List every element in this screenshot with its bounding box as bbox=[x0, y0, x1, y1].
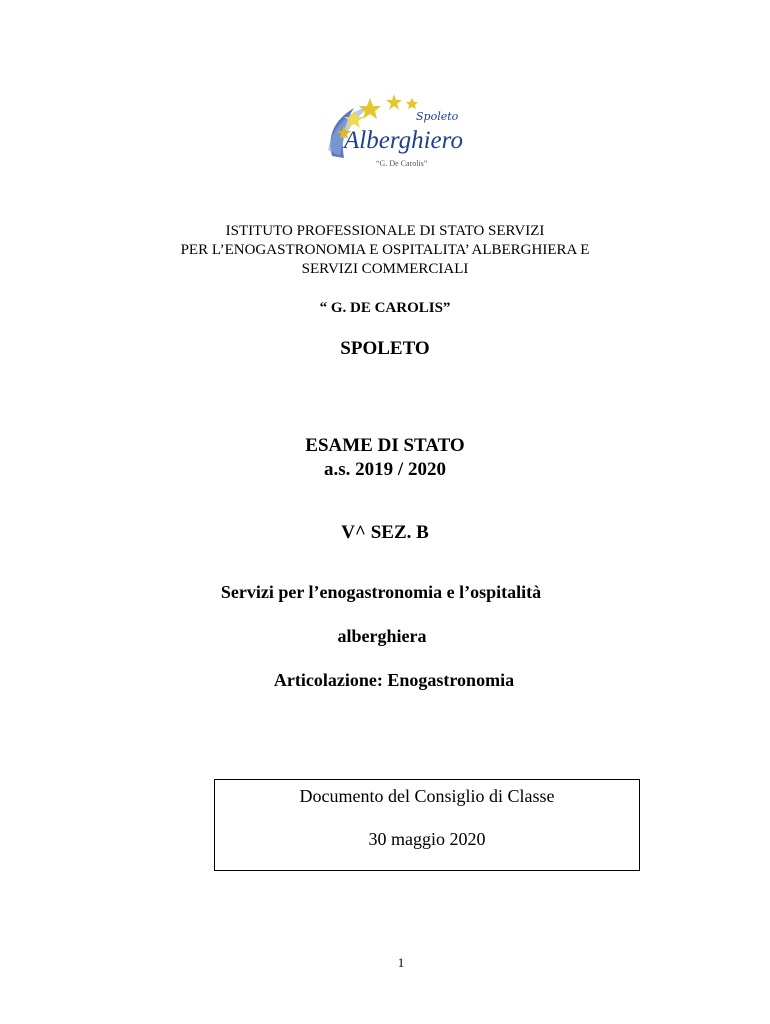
exam-year: a.s. 2019 / 2020 bbox=[324, 459, 446, 480]
star-icon bbox=[406, 98, 418, 109]
logo-dedication: “G. De Carolis” bbox=[376, 159, 428, 168]
institute-line-1: ISTITUTO PROFESSIONALE DI STATO SERVIZI bbox=[225, 223, 545, 239]
school-logo bbox=[314, 86, 486, 172]
course-name-line-1: Servizi per l’enogastronomia e l’ospitalità bbox=[220, 582, 542, 602]
document-title: Documento del Consiglio di Classe bbox=[299, 786, 555, 806]
institute-line-3: SERVIZI COMMERCIALI bbox=[301, 261, 469, 277]
document-date: 30 maggio 2020 bbox=[368, 829, 486, 849]
exam-title: ESAME DI STATO bbox=[305, 435, 465, 456]
institute-dedication: “ G. DE CAROLIS” bbox=[319, 300, 451, 316]
document-box bbox=[214, 779, 640, 871]
page-number: 1 bbox=[397, 955, 405, 970]
institute-city: SPOLETO bbox=[340, 338, 430, 359]
course-name-line-2: alberghiera bbox=[337, 626, 427, 646]
exam-section: V^ SEZ. B bbox=[341, 522, 429, 543]
star-icon bbox=[359, 98, 381, 119]
course-articulation: Articolazione: Enogastronomia bbox=[273, 670, 515, 690]
logo-city-script: Spoleto bbox=[416, 110, 459, 123]
institute-line-2: PER L’ENOGASTRONOMIA E OSPITALITA’ ALBERGHIERA E bbox=[180, 242, 590, 258]
logo-school-name: Alberghiero bbox=[344, 127, 463, 154]
logo-graphic bbox=[314, 86, 486, 172]
star-icon bbox=[386, 94, 402, 110]
